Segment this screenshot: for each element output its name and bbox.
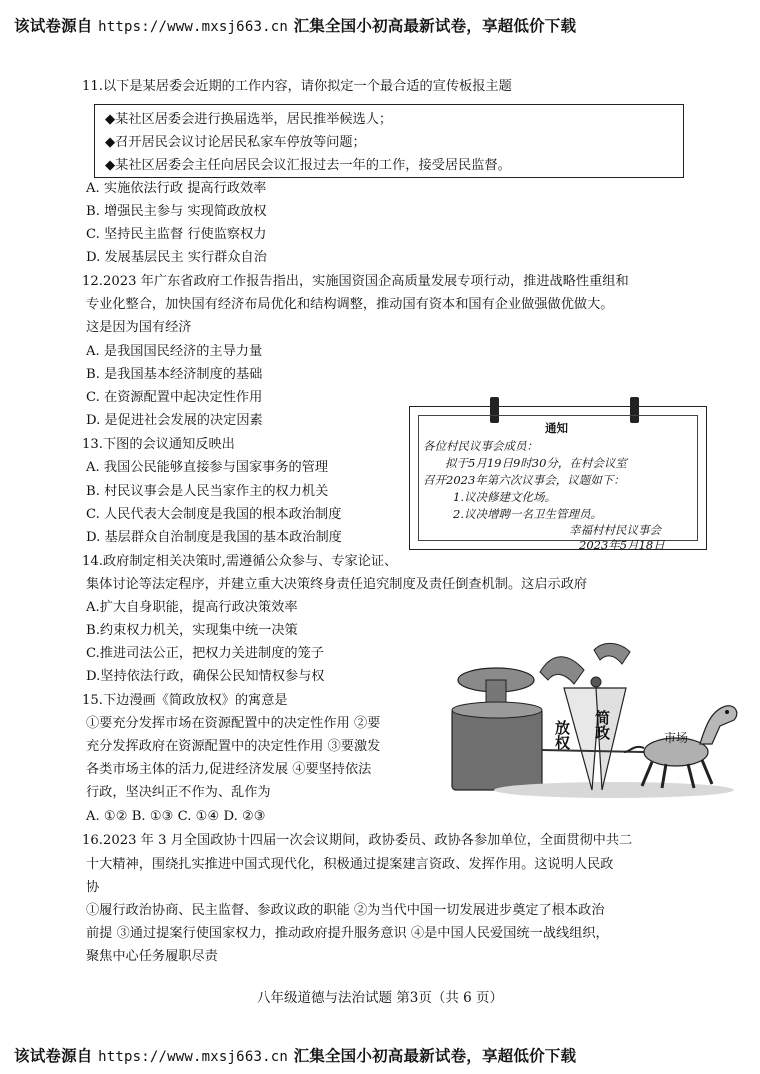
q14-option-b[interactable]: B.约束权力机关，实现集中统一决策 <box>86 623 298 638</box>
q15-body-line-2: 充分发挥政府在资源配置中的决定性作用 ③要激发 <box>86 739 381 754</box>
q12-stem-line-2: 专业化整合，加快国有经济布局优化和结构调整，推动国有资本和国有企业做强做优做大。 <box>86 297 614 312</box>
q16-body-line-2: 前提 ③通过提案行使国家权力，推动政府提升服务意识 ④是中国人民爱国统一战线组织， <box>86 926 609 941</box>
q11-content-box <box>94 104 684 178</box>
q12-option-a[interactable]: A. 是我国国民经济的主导力量 <box>86 344 263 359</box>
source-banner-top <box>14 14 576 36</box>
q14-stem-line-2: 集体讨论等法定程序，并建立重大决策终身责任追究制度及责任倒查机制。这启示政府 <box>86 577 588 592</box>
q16-stem-line-3: 协 <box>86 880 100 895</box>
q15-body-line-4: 行政，坚决纠正不作为、乱作为 <box>86 785 271 800</box>
q15-body-line-3: 各类市场主体的活力,促进经济发展 ④要坚持依法 <box>86 762 372 777</box>
q14-option-d[interactable]: D.坚持依法行政，确保公民知情权参与权 <box>86 669 325 684</box>
banner-suffix: 汇集全国小初高最新试卷，享超低价下载 <box>293 1046 577 1065</box>
q16-stem-line-1: 16.2023 年 3 月全国政协十四届一次会议期间，政协委员、政协各参加单位，全面贯彻中共二 <box>82 833 633 848</box>
notice-title: 通知 <box>545 421 568 435</box>
notice-body-2: 召开2023年第六次议事会，议题如下： <box>423 473 625 487</box>
q14-option-a[interactable]: A.扩大自身职能，提高行政决策效率 <box>86 600 298 615</box>
q12-option-c[interactable]: C. 在资源配置中起决定性作用 <box>86 390 263 405</box>
q11-box-line-1: ◆某社区居委会进行换届选举，居民推举候选人； <box>105 112 393 127</box>
horse-icon <box>624 706 737 788</box>
banner-suffix: 汇集全国小初高最新试卷，享超低价下载 <box>293 16 577 35</box>
meeting-notice-image <box>409 406 707 550</box>
notice-body-1: 拟于5月19日9时30分，在村会议室 <box>445 456 627 470</box>
notice-signature: 幸福村村民议事会 <box>569 523 661 537</box>
q11-box-line-3: ◆某社区居委会主任向居民会议汇报过去一年的工作，接受居民监督。 <box>105 158 511 173</box>
q16-body-line-3: 聚焦中心任务履职尽责 <box>86 949 218 964</box>
simplify-administration-cartoon <box>444 640 744 802</box>
notice-inner-frame <box>418 415 698 552</box>
q12-stem-line-1: 12.2023 年广东省政府工作报告指出，实施国资国企高质量发展专项行动，推进战略性重组和 <box>82 274 629 289</box>
ground-shadow <box>494 782 734 798</box>
q15-options[interactable]: A. ①② B. ①③ C. ①④ D. ②③ <box>86 809 266 824</box>
q14-option-c[interactable]: C.推进司法公正，把权力关进制度的笼子 <box>86 646 324 661</box>
q11-option-b[interactable]: B. 增强民主参与 实现简政放权 <box>86 204 267 219</box>
q11-box-line-2: ◆召开居民会议讨论居民私家车停放等问题； <box>105 135 366 150</box>
notice-greeting: 各位村民议事会成员： <box>423 439 538 453</box>
q13-option-b[interactable]: B. 村民议事会是人民当家作主的权力机关 <box>86 484 329 499</box>
q14-stem-line-1: 14.政府制定相关决策时,需遵循公众参与、专家论证、 <box>82 554 398 569</box>
notice-item-2: 2.议决增聘一名卫生管理员。 <box>453 507 602 521</box>
q13-option-d[interactable]: D. 基层群众自治制度是我国的基本政治制度 <box>86 530 342 545</box>
q11-option-c[interactable]: C. 坚持民主监督 行使监察权力 <box>86 227 267 242</box>
q13-option-a[interactable]: A. 我国公民能够直接参与国家事务的管理 <box>86 460 329 475</box>
weight-block-icon <box>452 668 542 790</box>
q15-stem: 15.下边漫画《简政放权》的寓意是 <box>82 693 288 708</box>
cartoon-label-jianzheng: 简政 <box>593 710 611 740</box>
q11-stem: 11.以下是某居委会近期的工作内容，请你拟定一个最合适的宣传板报主题 <box>82 79 512 94</box>
q12-option-d[interactable]: D. 是促进社会发展的决定因素 <box>86 413 263 428</box>
cartoon-label-market: 市场 <box>664 731 689 745</box>
cartoon-label-fangquan: 放权 <box>553 720 571 750</box>
q13-option-c[interactable]: C. 人民代表大会制度是我国的根本政治制度 <box>86 507 342 522</box>
q16-stem-line-2: 十大精神，围绕扎实推进中国式现代化，积极通过提案建言资政、发挥作用。这说明人民政 <box>86 857 614 872</box>
q13-stem: 13.下图的会议通知反映出 <box>82 437 235 452</box>
source-banner-bottom <box>14 1044 576 1066</box>
banner-url-link[interactable]: https://www.mxsj663.cn <box>98 1049 288 1065</box>
notice-date: 2023年5月18日 <box>579 538 665 552</box>
banner-url-link[interactable]: https://www.mxsj663.cn <box>98 19 288 35</box>
page-footer: 八年级道德与法治试题 第3页（共 6 页） <box>256 990 504 1006</box>
notice-item-1: 1.议决修建文化场。 <box>453 490 556 504</box>
q15-body-line-1: ①要充分发挥市场在资源配置中的决定性作用 ②要 <box>86 716 381 731</box>
banner-prefix: 该试卷源自 <box>14 16 93 35</box>
q16-body-line-1: ①履行政治协商、民主监督、参政议政的职能 ②为当代中国一切发展进步奠定了根本政治 <box>86 903 605 918</box>
banner-prefix: 该试卷源自 <box>14 1046 93 1065</box>
q11-option-d[interactable]: D. 发展基层民主 实行群众自治 <box>86 250 267 265</box>
q12-option-b[interactable]: B. 是我国基本经济制度的基础 <box>86 367 263 382</box>
q11-option-a[interactable]: A. 实施依法行政 提高行政效率 <box>86 181 267 196</box>
scissors-icon <box>540 643 630 790</box>
q12-stem-line-3: 这是因为国有经济 <box>86 320 192 335</box>
